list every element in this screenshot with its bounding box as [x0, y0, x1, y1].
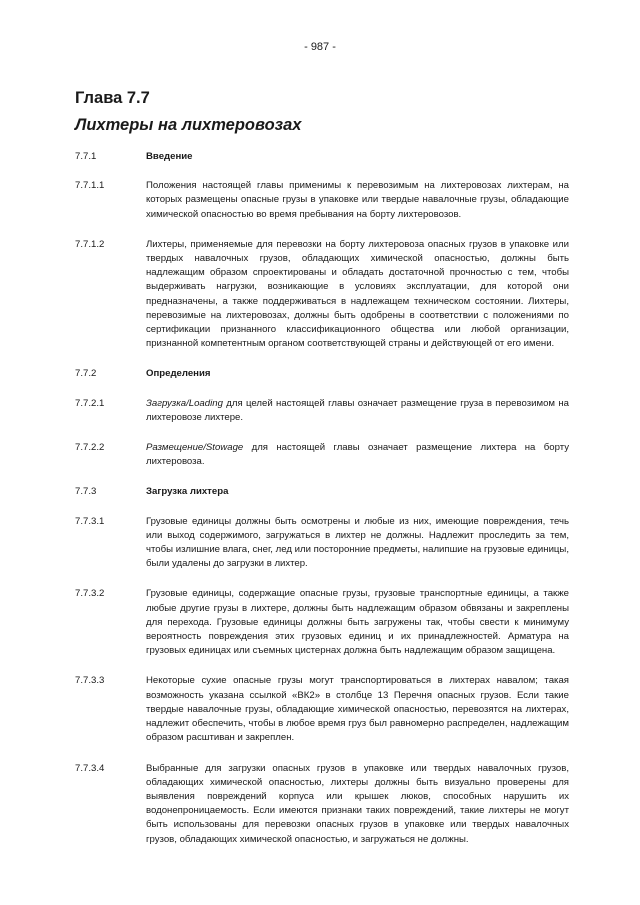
paragraph-number: 7.7.2.1 [75, 397, 105, 409]
section-number: 7.7.2 [75, 368, 97, 380]
paragraph-number: 7.7.3.3 [75, 675, 105, 687]
paragraph-number: 7.7.1.1 [75, 180, 105, 192]
chapter-label: Глава 7.7 [75, 89, 150, 107]
paragraph-number: 7.7.3.4 [75, 762, 105, 774]
paragraph [75, 674, 569, 745]
paragraph-text: Грузовые единицы должны быть осмотрены и любые из них, имеющие повреждения, течь или выход содержимого, загружаться в лихтер не должны. Надлежит проследить за тем, чтобы излишние влага, снег, лед или посторонние предметы, налипшие на грузовые единицы, были удалены до загрузки в лихтер. [146, 515, 569, 570]
document-body [75, 150, 569, 847]
paragraph [75, 397, 569, 425]
chapter-title: Лихтеры на лихтеровозах [75, 116, 302, 134]
paragraph-number: 7.7.3.1 [75, 515, 105, 527]
paragraph-text [146, 441, 569, 469]
paragraph [75, 238, 569, 352]
paragraph-number: 7.7.2.2 [75, 442, 105, 454]
paragraph-text: Грузовые единицы, содержащие опасные грузы, грузовые транспортные единицы, а также любые другие грузы в лихтере, должны быть надлежащим образом обвязаны и закреплены для перехода. Грузовые единицы должны быть загружены так, чтобы свести к минимуму вероятность повреждения этих грузовых единиц и их принадлежностей. Арматура на грузовых единицах или съемных цистернах должна быть надлежащим образом защищена. [146, 588, 569, 657]
section-heading [75, 485, 569, 499]
page-number: - 987 - [304, 41, 336, 53]
section-heading [75, 367, 569, 381]
paragraph-text: Положения настоящей главы применимы к перевозимым на лихтеровозах лихтерам, на которых размещены опасные грузы в упаковке или твердые навалочные грузы, обладающие химической опасностью во время пребывания на борту лихтеровозов. [146, 180, 569, 220]
definition-term: Загрузка/Loading [146, 397, 223, 409]
section-number: 7.7.1 [75, 151, 97, 162]
paragraph-number: 7.7.1.2 [75, 238, 105, 250]
paragraph-text: Выбранные для загрузки опасных грузов в упаковке или твердых навалочных грузов, обладающих химической опасностью, лихтеры должны быть визуально проверены для выявления повреждений корпуса или крышек люков, способных нарушить их водонепроницаемость. Если имеются признаки таких повреждений, такие лихтеры не могут быть использованы для перевозки опасных грузов в упаковке или твердых навалочных грузов, обладающих химической опасностью, и загружаться не должны. [146, 762, 569, 845]
paragraph [75, 179, 569, 222]
paragraph-number: 7.7.3.2 [75, 588, 105, 600]
paragraph [75, 587, 569, 658]
section-title: Определения [146, 368, 211, 380]
section-title: Введение [146, 151, 193, 162]
definition-term: Размещение/Stowage [146, 442, 244, 454]
section-title: Загрузка лихтера [146, 486, 229, 498]
definition-text: для целей настоящей главы означает размещение груза в перевозимом на лихтеровозе лихтере. [146, 397, 569, 423]
paragraph-text: Лихтеры, применяемые для перевозки на борту лихтеровоза опасных грузов в упаковке или твердых навалочных грузов, обладающих химической опасностью, должны быть надлежащим образом спроектированы и обладать достаточной прочностью с тем, чтобы выдерживать нагрузки, возникающие в условиях эксплуатации, для которой они предназначены, а также поддерживаться в надлежащем техническом состоянии. Лихтеры, перевозимые на лихтеровозах, должны быть одобрены в соответствии с положениями по сертификации признанного классификационного общества или любой организации, признанной компетентным органом соответствующей страны и действующей от его имени. [146, 238, 569, 350]
section-heading [75, 150, 569, 164]
paragraph [75, 515, 569, 572]
definition-text: для настоящей главы означает размещение лихтера на борту лихтеровоза. [146, 442, 569, 468]
paragraph-text: Некоторые сухие опасные грузы могут транспортироваться в лихтерах навалом; такая возможность указана ссылкой «ВК2» в столбце 13 Перечня опасных грузов. Если такие твердые навалочные грузы, обладающие химической опасностью, перевозятся на лихтерах, надлежит обеспечить, чтобы в любое время груз был равномерно распределен, надлежащим образом расштиван и закреплен. [146, 675, 569, 744]
paragraph [75, 762, 569, 847]
paragraph [75, 441, 569, 469]
paragraph-text [146, 397, 569, 425]
section-number: 7.7.3 [75, 486, 97, 498]
